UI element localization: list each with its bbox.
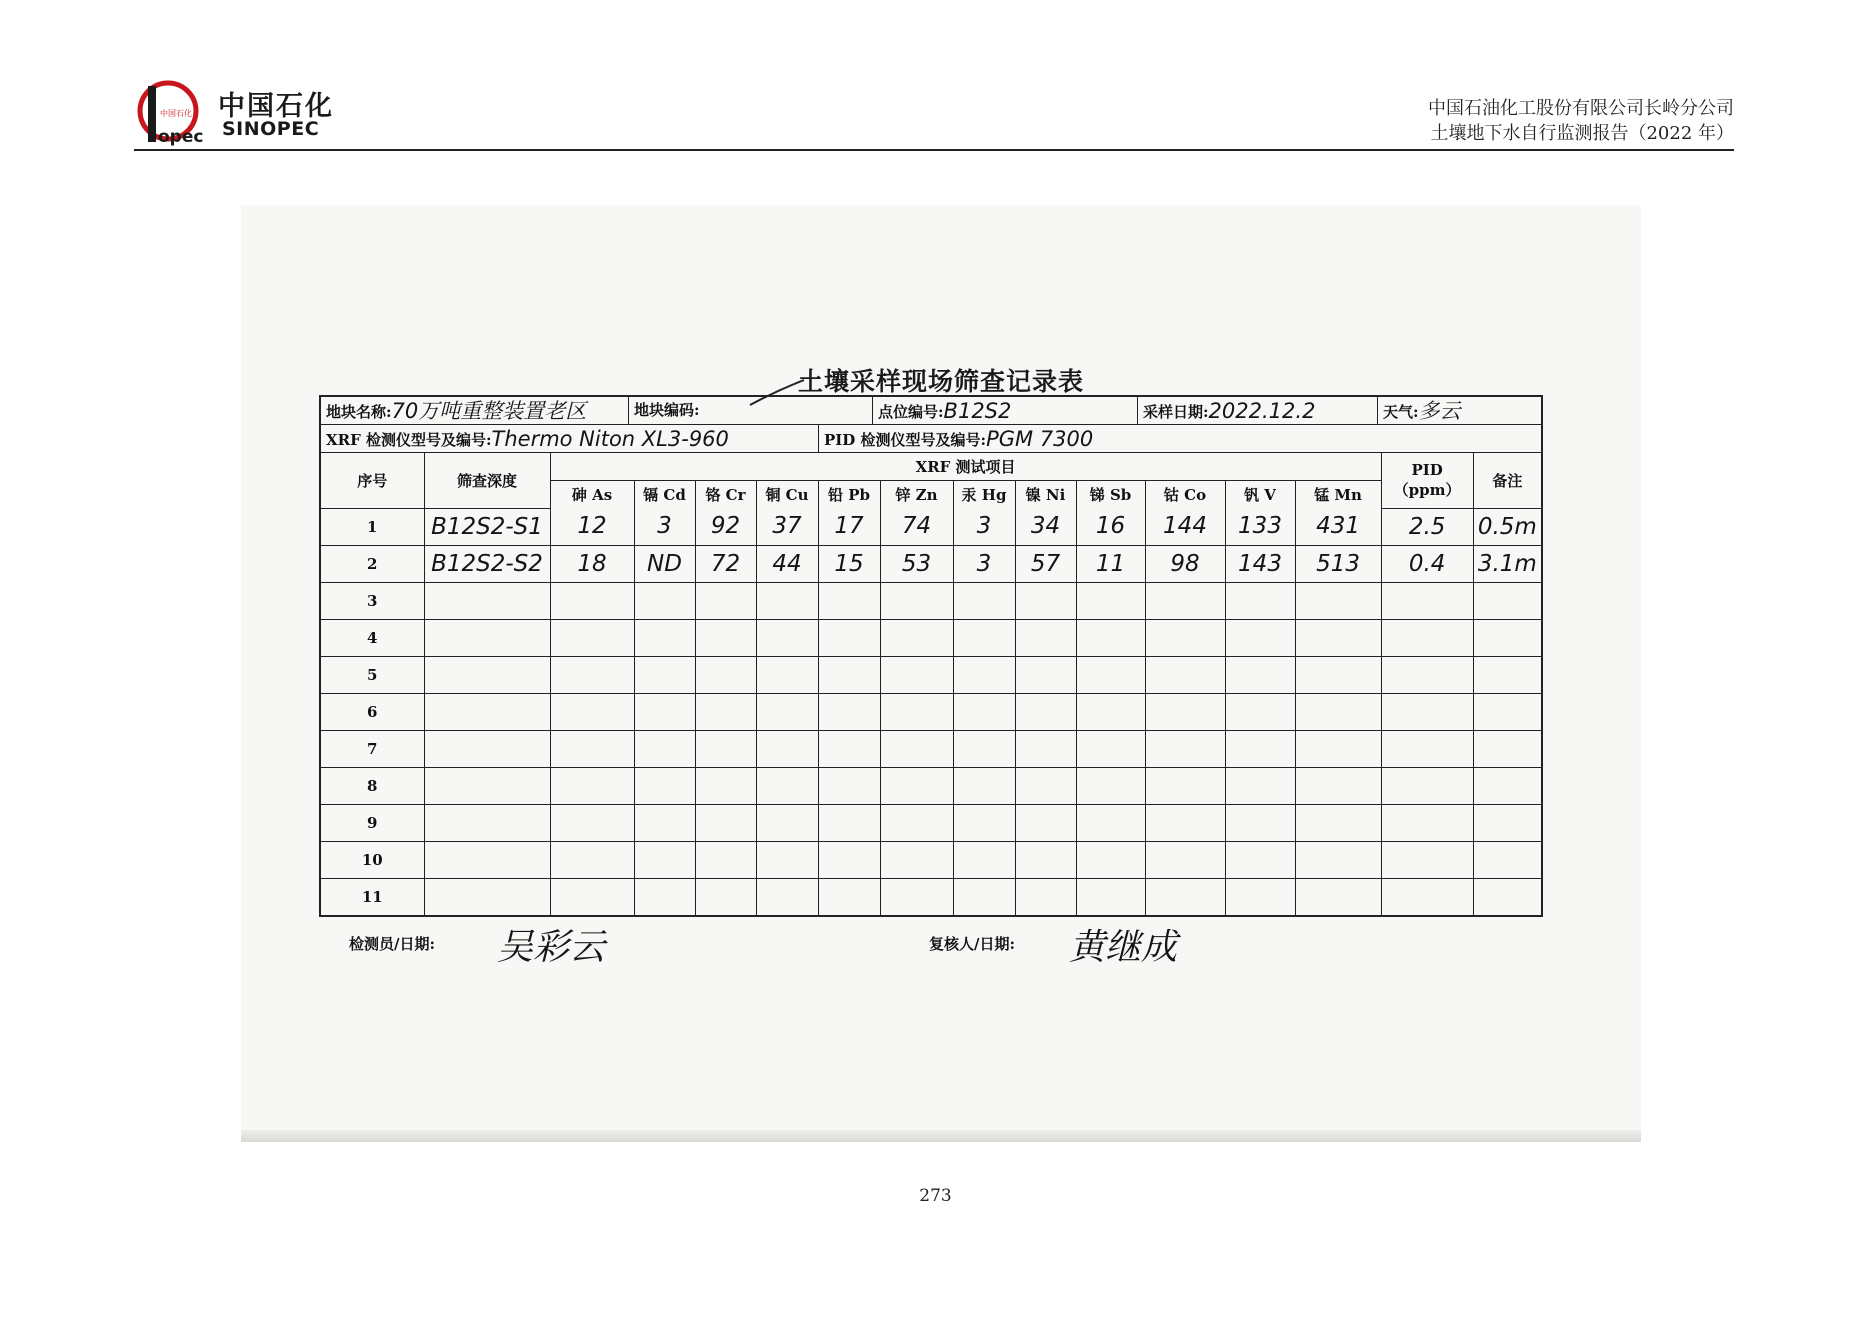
element-value-cell	[818, 767, 880, 804]
form-title: 土壤采样现场筛查记录表	[797, 367, 1084, 396]
svg-text:中国石化: 中国石化	[160, 109, 192, 118]
point-code-label: 点位编号:	[878, 403, 944, 421]
element-value-cell	[1295, 693, 1381, 730]
svg-text:opec: opec	[158, 127, 204, 147]
table-row	[321, 656, 1541, 693]
row-index-cell: 8	[321, 767, 424, 804]
sample-date-label: 采样日期:	[1143, 403, 1209, 421]
element-value-cell	[1145, 804, 1225, 841]
element-value-cell	[1225, 730, 1295, 767]
element-value-cell: 3	[634, 508, 695, 545]
col-element-header: 镉 Cd	[634, 481, 695, 509]
record-table	[319, 395, 1543, 917]
element-value-cell	[550, 730, 634, 767]
col-element-header: 镍 Ni	[1015, 481, 1076, 509]
element-value-cell	[756, 730, 818, 767]
element-value-cell	[1295, 656, 1381, 693]
sinopec-logo	[134, 78, 334, 150]
plot-name-value: 70万吨重整装置老区	[391, 399, 587, 423]
remark-cell	[1473, 841, 1541, 878]
element-value-cell: 513	[1295, 545, 1381, 582]
col-element-header: 汞 Hg	[953, 481, 1015, 509]
element-value-cell: 17	[818, 508, 880, 545]
element-value-cell	[550, 582, 634, 619]
element-value-cell	[695, 582, 756, 619]
element-value-cell	[550, 878, 634, 915]
element-value-cell	[550, 693, 634, 730]
remark-cell	[1473, 878, 1541, 915]
row-index-cell: 9	[321, 804, 424, 841]
plot-name-label: 地块名称:	[326, 403, 392, 421]
element-value-cell	[756, 878, 818, 915]
element-value-cell	[634, 841, 695, 878]
element-value-cell	[1015, 804, 1076, 841]
element-value-cell	[953, 656, 1015, 693]
element-value-cell	[1225, 693, 1295, 730]
element-value-cell	[953, 841, 1015, 878]
element-value-cell	[1076, 767, 1145, 804]
header-divider	[134, 149, 1734, 151]
element-value-cell	[1015, 878, 1076, 915]
element-value-cell	[1295, 619, 1381, 656]
element-value-cell	[1225, 878, 1295, 915]
depth-cell	[424, 841, 550, 878]
depth-cell: B12S2-S1	[424, 508, 550, 545]
element-value-cell	[1145, 878, 1225, 915]
table-row	[321, 804, 1541, 841]
point-code-cell	[872, 397, 1137, 424]
element-value-cell	[1076, 693, 1145, 730]
element-value-cell: 18	[550, 545, 634, 582]
point-code-value: B12S2	[943, 399, 1012, 423]
company-name: 中国石油化工股份有限公司长岭分公司	[1428, 98, 1734, 119]
pid-value-cell	[1381, 730, 1473, 767]
col-element-header: 锌 Zn	[880, 481, 953, 509]
sinopec-emblem-icon	[134, 78, 214, 148]
element-value-cell	[1145, 656, 1225, 693]
element-value-cell	[880, 730, 953, 767]
element-value-cell	[1145, 767, 1225, 804]
scan-edge	[241, 1130, 1641, 1142]
depth-cell: B12S2-S2	[424, 545, 550, 582]
element-value-cell: 3	[953, 545, 1015, 582]
element-value-cell	[880, 619, 953, 656]
table-row	[321, 508, 1541, 545]
element-value-cell	[818, 878, 880, 915]
depth-cell	[424, 730, 550, 767]
pid-value-cell	[1381, 656, 1473, 693]
element-value-cell	[1225, 582, 1295, 619]
col-xrf-group-header: XRF 测试项目	[550, 453, 1381, 481]
element-value-cell: 16	[1076, 508, 1145, 545]
element-value-cell	[1076, 582, 1145, 619]
col-element-header: 锑 Sb	[1076, 481, 1145, 509]
row-index-cell: 10	[321, 841, 424, 878]
element-value-cell	[818, 804, 880, 841]
depth-cell	[424, 804, 550, 841]
table-row	[321, 582, 1541, 619]
scanned-form	[241, 205, 1641, 1140]
element-value-cell	[1295, 582, 1381, 619]
pid-value-cell: 2.5	[1381, 508, 1473, 545]
xrf-instrument-cell	[321, 425, 818, 452]
row-index-cell: 6	[321, 693, 424, 730]
element-value-cell	[1295, 804, 1381, 841]
header-right	[1428, 96, 1734, 146]
page-number: 273	[919, 1186, 952, 1206]
element-value-cell	[880, 878, 953, 915]
xrf-instrument-value: Thermo Niton XL3-960	[491, 427, 729, 451]
element-value-cell	[953, 730, 1015, 767]
pid-instrument-cell	[818, 425, 1541, 452]
element-value-cell	[880, 693, 953, 730]
element-value-cell: 92	[695, 508, 756, 545]
element-value-cell	[756, 582, 818, 619]
element-value-cell	[1076, 656, 1145, 693]
plot-code-label: 地块编码:	[634, 401, 700, 419]
element-value-cell: 37	[756, 508, 818, 545]
col-pid-header: PID （ppm）	[1381, 453, 1473, 508]
report-title: 土壤地下水自行监测报告（2022 年）	[1430, 123, 1734, 144]
element-value-cell: 53	[880, 545, 953, 582]
table-row	[321, 619, 1541, 656]
element-value-cell	[550, 656, 634, 693]
element-value-cell: 15	[818, 545, 880, 582]
row-index-cell: 1	[321, 508, 424, 545]
element-value-cell	[695, 804, 756, 841]
depth-cell	[424, 767, 550, 804]
element-value-cell	[695, 730, 756, 767]
element-value-cell	[634, 656, 695, 693]
element-value-cell	[1015, 730, 1076, 767]
data-body	[321, 508, 1541, 915]
element-value-cell	[880, 841, 953, 878]
element-value-cell	[953, 767, 1015, 804]
element-value-cell	[1295, 730, 1381, 767]
pid-value-cell	[1381, 582, 1473, 619]
element-value-cell	[953, 878, 1015, 915]
pid-value-cell	[1381, 804, 1473, 841]
element-value-cell	[818, 693, 880, 730]
remark-cell	[1473, 582, 1541, 619]
row-index-cell: 11	[321, 878, 424, 915]
element-value-cell	[1225, 804, 1295, 841]
table-row	[321, 693, 1541, 730]
element-value-cell	[756, 693, 818, 730]
element-value-cell	[1145, 693, 1225, 730]
element-value-cell: 133	[1225, 508, 1295, 545]
element-value-cell	[1225, 841, 1295, 878]
element-value-cell	[880, 582, 953, 619]
element-value-cell	[1225, 656, 1295, 693]
col-element-header: 钴 Co	[1145, 481, 1225, 509]
signature-row	[349, 927, 1549, 983]
col-element-header: 铅 Pb	[818, 481, 880, 509]
inspector-label: 检测员/日期:	[349, 935, 436, 953]
element-value-cell	[756, 619, 818, 656]
element-value-cell	[756, 656, 818, 693]
pid-value-cell: 0.4	[1381, 545, 1473, 582]
element-value-cell	[1295, 878, 1381, 915]
depth-cell	[424, 878, 550, 915]
element-value-cell	[550, 841, 634, 878]
remark-cell: 0.5m	[1473, 508, 1541, 545]
col-element-header: 砷 As	[550, 481, 634, 509]
element-value-cell	[880, 804, 953, 841]
element-value-cell	[550, 767, 634, 804]
element-value-cell: ND	[634, 545, 695, 582]
element-value-cell	[880, 656, 953, 693]
depth-cell	[424, 619, 550, 656]
element-value-cell	[695, 693, 756, 730]
element-value-cell	[1015, 656, 1076, 693]
xrf-instrument-label: XRF 检测仪型号及编号:	[326, 431, 492, 449]
element-value-cell	[1015, 582, 1076, 619]
element-value-cell	[1295, 841, 1381, 878]
pid-value-cell	[1381, 693, 1473, 730]
element-value-cell	[1015, 619, 1076, 656]
element-value-cell	[1225, 767, 1295, 804]
element-value-cell	[1015, 693, 1076, 730]
logo-chinese-text: 中国石化	[218, 91, 334, 122]
element-value-cell	[1076, 619, 1145, 656]
depth-cell	[424, 582, 550, 619]
element-value-cell	[1145, 730, 1225, 767]
element-value-cell	[695, 619, 756, 656]
element-value-cell	[818, 619, 880, 656]
element-value-cell	[634, 767, 695, 804]
element-value-cell	[695, 878, 756, 915]
element-value-cell	[756, 767, 818, 804]
row-index-cell: 3	[321, 582, 424, 619]
remark-cell	[1473, 804, 1541, 841]
element-value-cell: 431	[1295, 508, 1381, 545]
sample-date-value: 2022.12.2	[1208, 399, 1316, 423]
element-value-cell	[1145, 582, 1225, 619]
logo-english-text: SINOPEC	[222, 118, 320, 140]
col-element-header: 铬 Cr	[695, 481, 756, 509]
col-element-header: 锰 Mn	[1295, 481, 1381, 509]
remark-cell	[1473, 767, 1541, 804]
element-value-cell	[953, 619, 1015, 656]
element-value-cell	[1076, 841, 1145, 878]
element-value-cell	[1076, 878, 1145, 915]
element-value-cell: 72	[695, 545, 756, 582]
screening-grid	[321, 453, 1541, 915]
element-value-cell: 144	[1145, 508, 1225, 545]
info-row-instruments	[321, 425, 1541, 453]
element-value-cell	[953, 582, 1015, 619]
reviewer-label: 复核人/日期:	[929, 935, 1016, 953]
element-value-cell	[1145, 619, 1225, 656]
remark-cell	[1473, 656, 1541, 693]
table-row	[321, 730, 1541, 767]
element-value-cell	[818, 730, 880, 767]
col-remark-header: 备注	[1473, 453, 1541, 508]
element-value-cell	[550, 619, 634, 656]
row-index-cell: 7	[321, 730, 424, 767]
pid-value-cell	[1381, 841, 1473, 878]
element-value-cell	[634, 878, 695, 915]
table-row	[321, 841, 1541, 878]
remark-cell	[1473, 619, 1541, 656]
plot-name-cell	[321, 397, 628, 424]
element-value-cell	[695, 656, 756, 693]
element-value-cell	[756, 804, 818, 841]
row-index-cell: 5	[321, 656, 424, 693]
element-value-cell: 74	[880, 508, 953, 545]
sample-date-cell	[1137, 397, 1377, 424]
element-value-cell: 57	[1015, 545, 1076, 582]
element-value-cell: 3	[953, 508, 1015, 545]
table-row	[321, 878, 1541, 915]
plot-code-cell	[628, 397, 872, 424]
element-value-cell	[756, 841, 818, 878]
element-value-cell	[953, 804, 1015, 841]
remark-cell	[1473, 693, 1541, 730]
element-value-cell	[634, 693, 695, 730]
element-value-cell	[634, 730, 695, 767]
depth-cell	[424, 693, 550, 730]
remark-cell: 3.1m	[1473, 545, 1541, 582]
table-row	[321, 767, 1541, 804]
col-depth-header: 筛查深度	[424, 453, 550, 508]
element-value-cell	[1295, 767, 1381, 804]
depth-cell	[424, 656, 550, 693]
pid-value-cell	[1381, 767, 1473, 804]
element-value-cell: 11	[1076, 545, 1145, 582]
element-value-cell	[695, 767, 756, 804]
weather-cell	[1377, 397, 1541, 424]
inspector-signature: 吴彩云	[497, 927, 606, 968]
element-value-cell	[695, 841, 756, 878]
element-value-cell	[818, 582, 880, 619]
remark-cell	[1473, 730, 1541, 767]
reviewer-signature: 黄继成	[1069, 927, 1178, 968]
element-value-cell: 12	[550, 508, 634, 545]
element-value-cell	[1015, 841, 1076, 878]
element-value-cell	[634, 582, 695, 619]
element-value-cell	[1076, 804, 1145, 841]
pid-value-cell	[1381, 619, 1473, 656]
page-header	[134, 78, 1734, 150]
element-value-cell	[550, 804, 634, 841]
element-value-cell	[1145, 841, 1225, 878]
element-value-cell: 34	[1015, 508, 1076, 545]
element-value-cell	[818, 656, 880, 693]
element-value-cell	[1015, 767, 1076, 804]
element-value-cell: 44	[756, 545, 818, 582]
row-index-cell: 2	[321, 545, 424, 582]
table-row	[321, 545, 1541, 582]
weather-value: 多云	[1418, 399, 1461, 423]
element-value-cell	[953, 693, 1015, 730]
col-element-header: 铜 Cu	[756, 481, 818, 509]
element-value-cell	[1076, 730, 1145, 767]
col-element-header: 钒 V	[1225, 481, 1295, 509]
weather-label: 天气:	[1383, 403, 1419, 421]
pid-value-cell	[1381, 878, 1473, 915]
element-value-cell	[880, 767, 953, 804]
element-value-cell: 143	[1225, 545, 1295, 582]
pid-instrument-label: PID 检测仪型号及编号:	[824, 431, 987, 449]
col-index-header: 序号	[321, 453, 424, 508]
element-value-cell: 98	[1145, 545, 1225, 582]
element-value-cell	[634, 804, 695, 841]
element-value-cell	[634, 619, 695, 656]
pid-instrument-value: PGM 7300	[986, 427, 1094, 451]
row-index-cell: 4	[321, 619, 424, 656]
element-value-cell	[818, 841, 880, 878]
info-row-plot	[321, 397, 1541, 425]
element-value-cell	[1225, 619, 1295, 656]
